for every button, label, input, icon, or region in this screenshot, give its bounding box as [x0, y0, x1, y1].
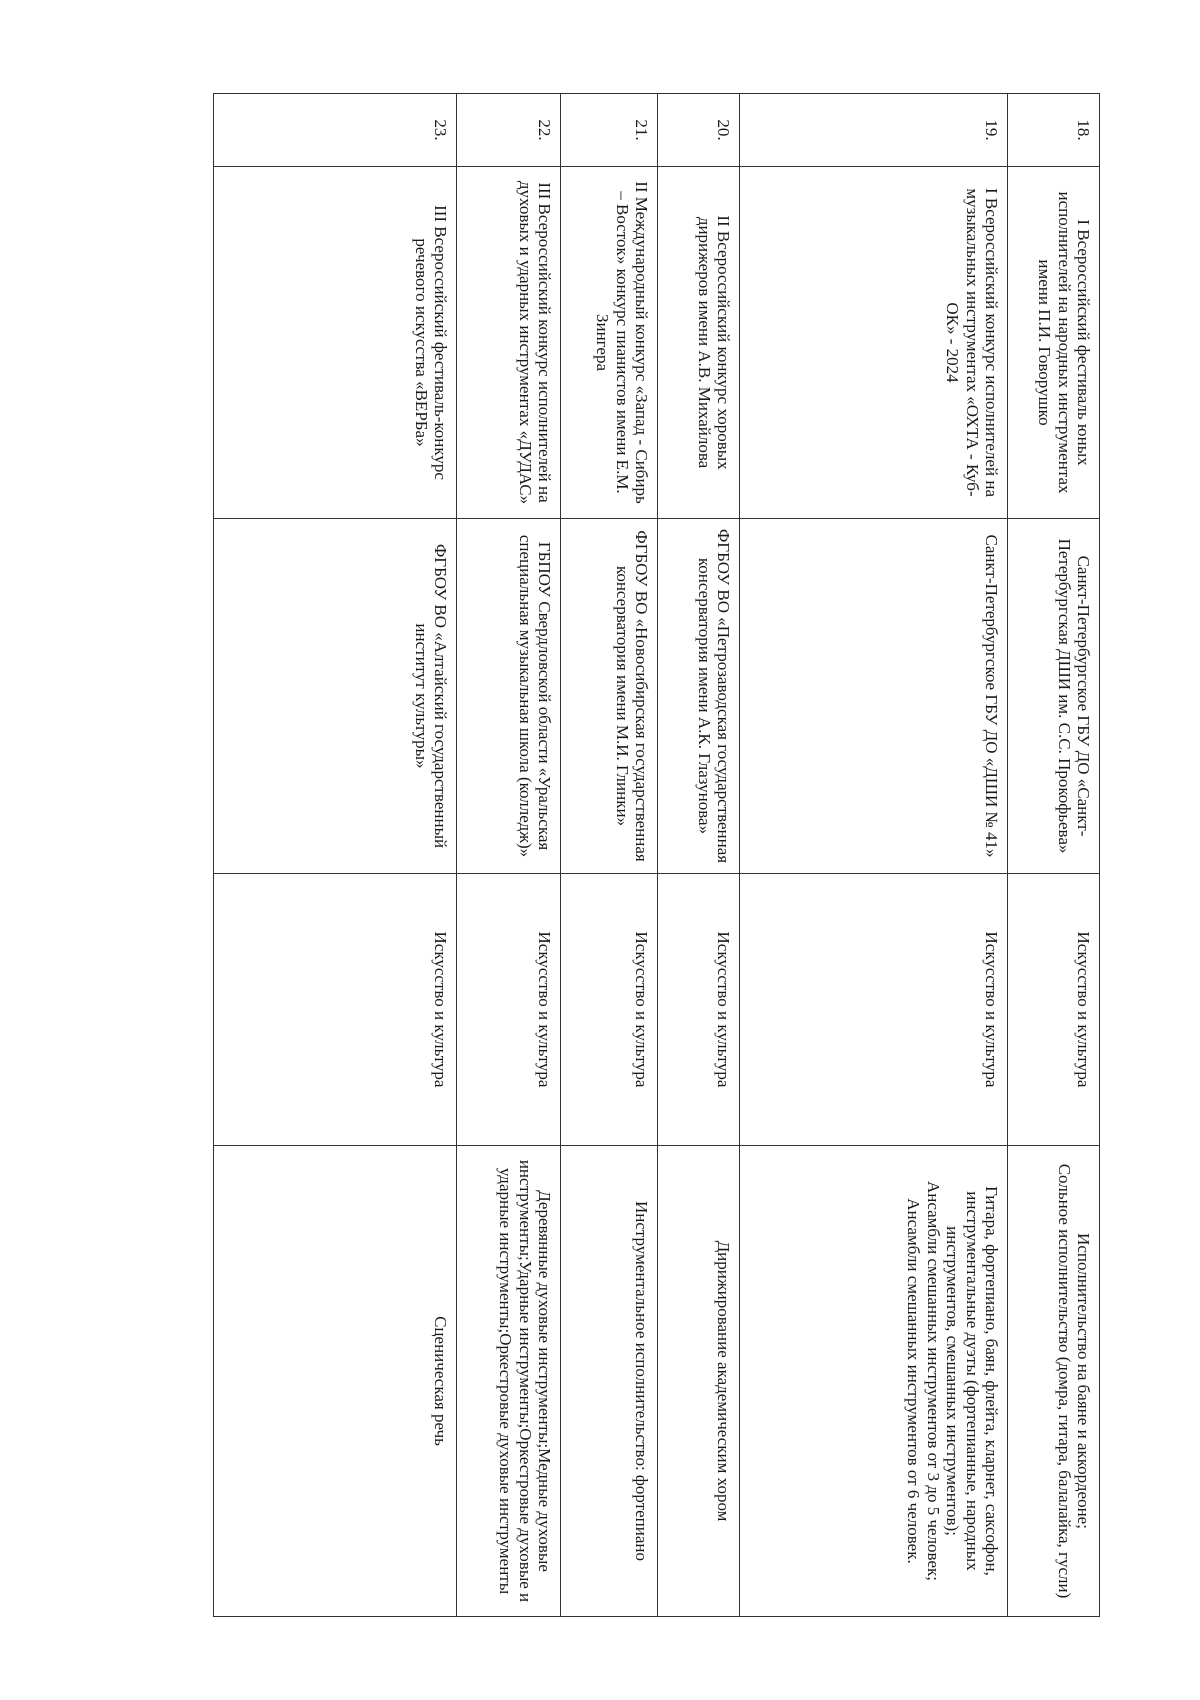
table-row	[1008, 94, 1100, 1617]
rotated-table-container	[214, 93, 1100, 1616]
competition-name: II Всероссийский конкурс хоровых дирижеров имени А.В. Михайлова	[658, 167, 740, 519]
table-row	[740, 94, 1008, 1617]
competition-name: III Всероссийский фестиваль-конкурс речевого искусства «ВЕРБа»	[214, 167, 457, 519]
table-row	[457, 94, 561, 1617]
specialty: Сценическая речь	[214, 1146, 457, 1617]
table-row	[561, 94, 658, 1617]
specialty: Дирижирование академическим хором	[658, 1146, 740, 1617]
row-number: 20.	[658, 94, 740, 167]
row-number: 21.	[561, 94, 658, 167]
specialty: Исполнительство на баяне и аккордеоне; Сольное исполнительство (домра, гитара, балалайка, гусли)	[1008, 1146, 1100, 1617]
row-number: 18.	[1008, 94, 1100, 167]
row-number: 23.	[214, 94, 457, 167]
table-row	[658, 94, 740, 1617]
organizer: ФГБОУ ВО «Новосибирская государственная консерватория имени М.И. Глинки»	[561, 519, 658, 874]
competitions-table	[213, 93, 1100, 1617]
competition-name: I Всероссийский фестиваль юных исполнителей на народных инструментах имени П.И. Говорушко	[1008, 167, 1100, 519]
subject-area: Искусство и культура	[658, 874, 740, 1146]
table-row	[214, 94, 457, 1617]
competition-name: II Международный конкурс «Запад - Сибирь – Восток» конкурс пианистов имени Е.М. Зингера	[561, 167, 658, 519]
organizer: ГБПОУ Свердловской области «Уральская специальная музыкальная школа (колледж)»	[457, 519, 561, 874]
specialty: Гитара, фортепиано, бaян, флейта, кларнет, саксофон, инструментальные дуэты (фортепианные, народных инструментов, смешанных инструментов); Ансамбли смешанных инструментов от 3 до 5 человек; Ансамбли смешанных инструментов от 6 человек.	[740, 1146, 1008, 1617]
specialty: Инструментальное исполнительство: фортепиано	[561, 1146, 658, 1617]
row-number: 22.	[457, 94, 561, 167]
competition-name: I Всероссийский конкурс исполнителей на музыкальных инструментах «ОХТА - Куб-ОК» - 2024	[740, 167, 1008, 519]
subject-area: Искусство и культура	[214, 874, 457, 1146]
organizer: Санкт-Петербургское ГБУ ДО «Санкт-Петербургская ДШИ им. С.С. Прокофьева»	[1008, 519, 1100, 874]
competition-name: III Всероссийский конкурс исполнителей на духовых и ударных инструментах «ДУДАС»	[457, 167, 561, 519]
subject-area: Искусство и культура	[1008, 874, 1100, 1146]
subject-area: Искусство и культура	[740, 874, 1008, 1146]
organizer: ФГБОУ ВО «Петрозаводская государственная консерватория имени А.К. Глазунова»	[658, 519, 740, 874]
row-number: 19.	[740, 94, 1008, 167]
subject-area: Искусство и культура	[457, 874, 561, 1146]
organizer: Санкт-Петербургское ГБУ ДО «ДШИ № 41»	[740, 519, 1008, 874]
subject-area: Искусство и культура	[561, 874, 658, 1146]
organizer: ФГБОУ ВО «Алтайский государственный институт культуры»	[214, 519, 457, 874]
specialty: Деревянные духовые инструменты;Медные духовые инструменты;Ударные инструменты;Оркестровые духовые и ударные инструменты;Оркестровые духовые инструменты	[457, 1146, 561, 1617]
